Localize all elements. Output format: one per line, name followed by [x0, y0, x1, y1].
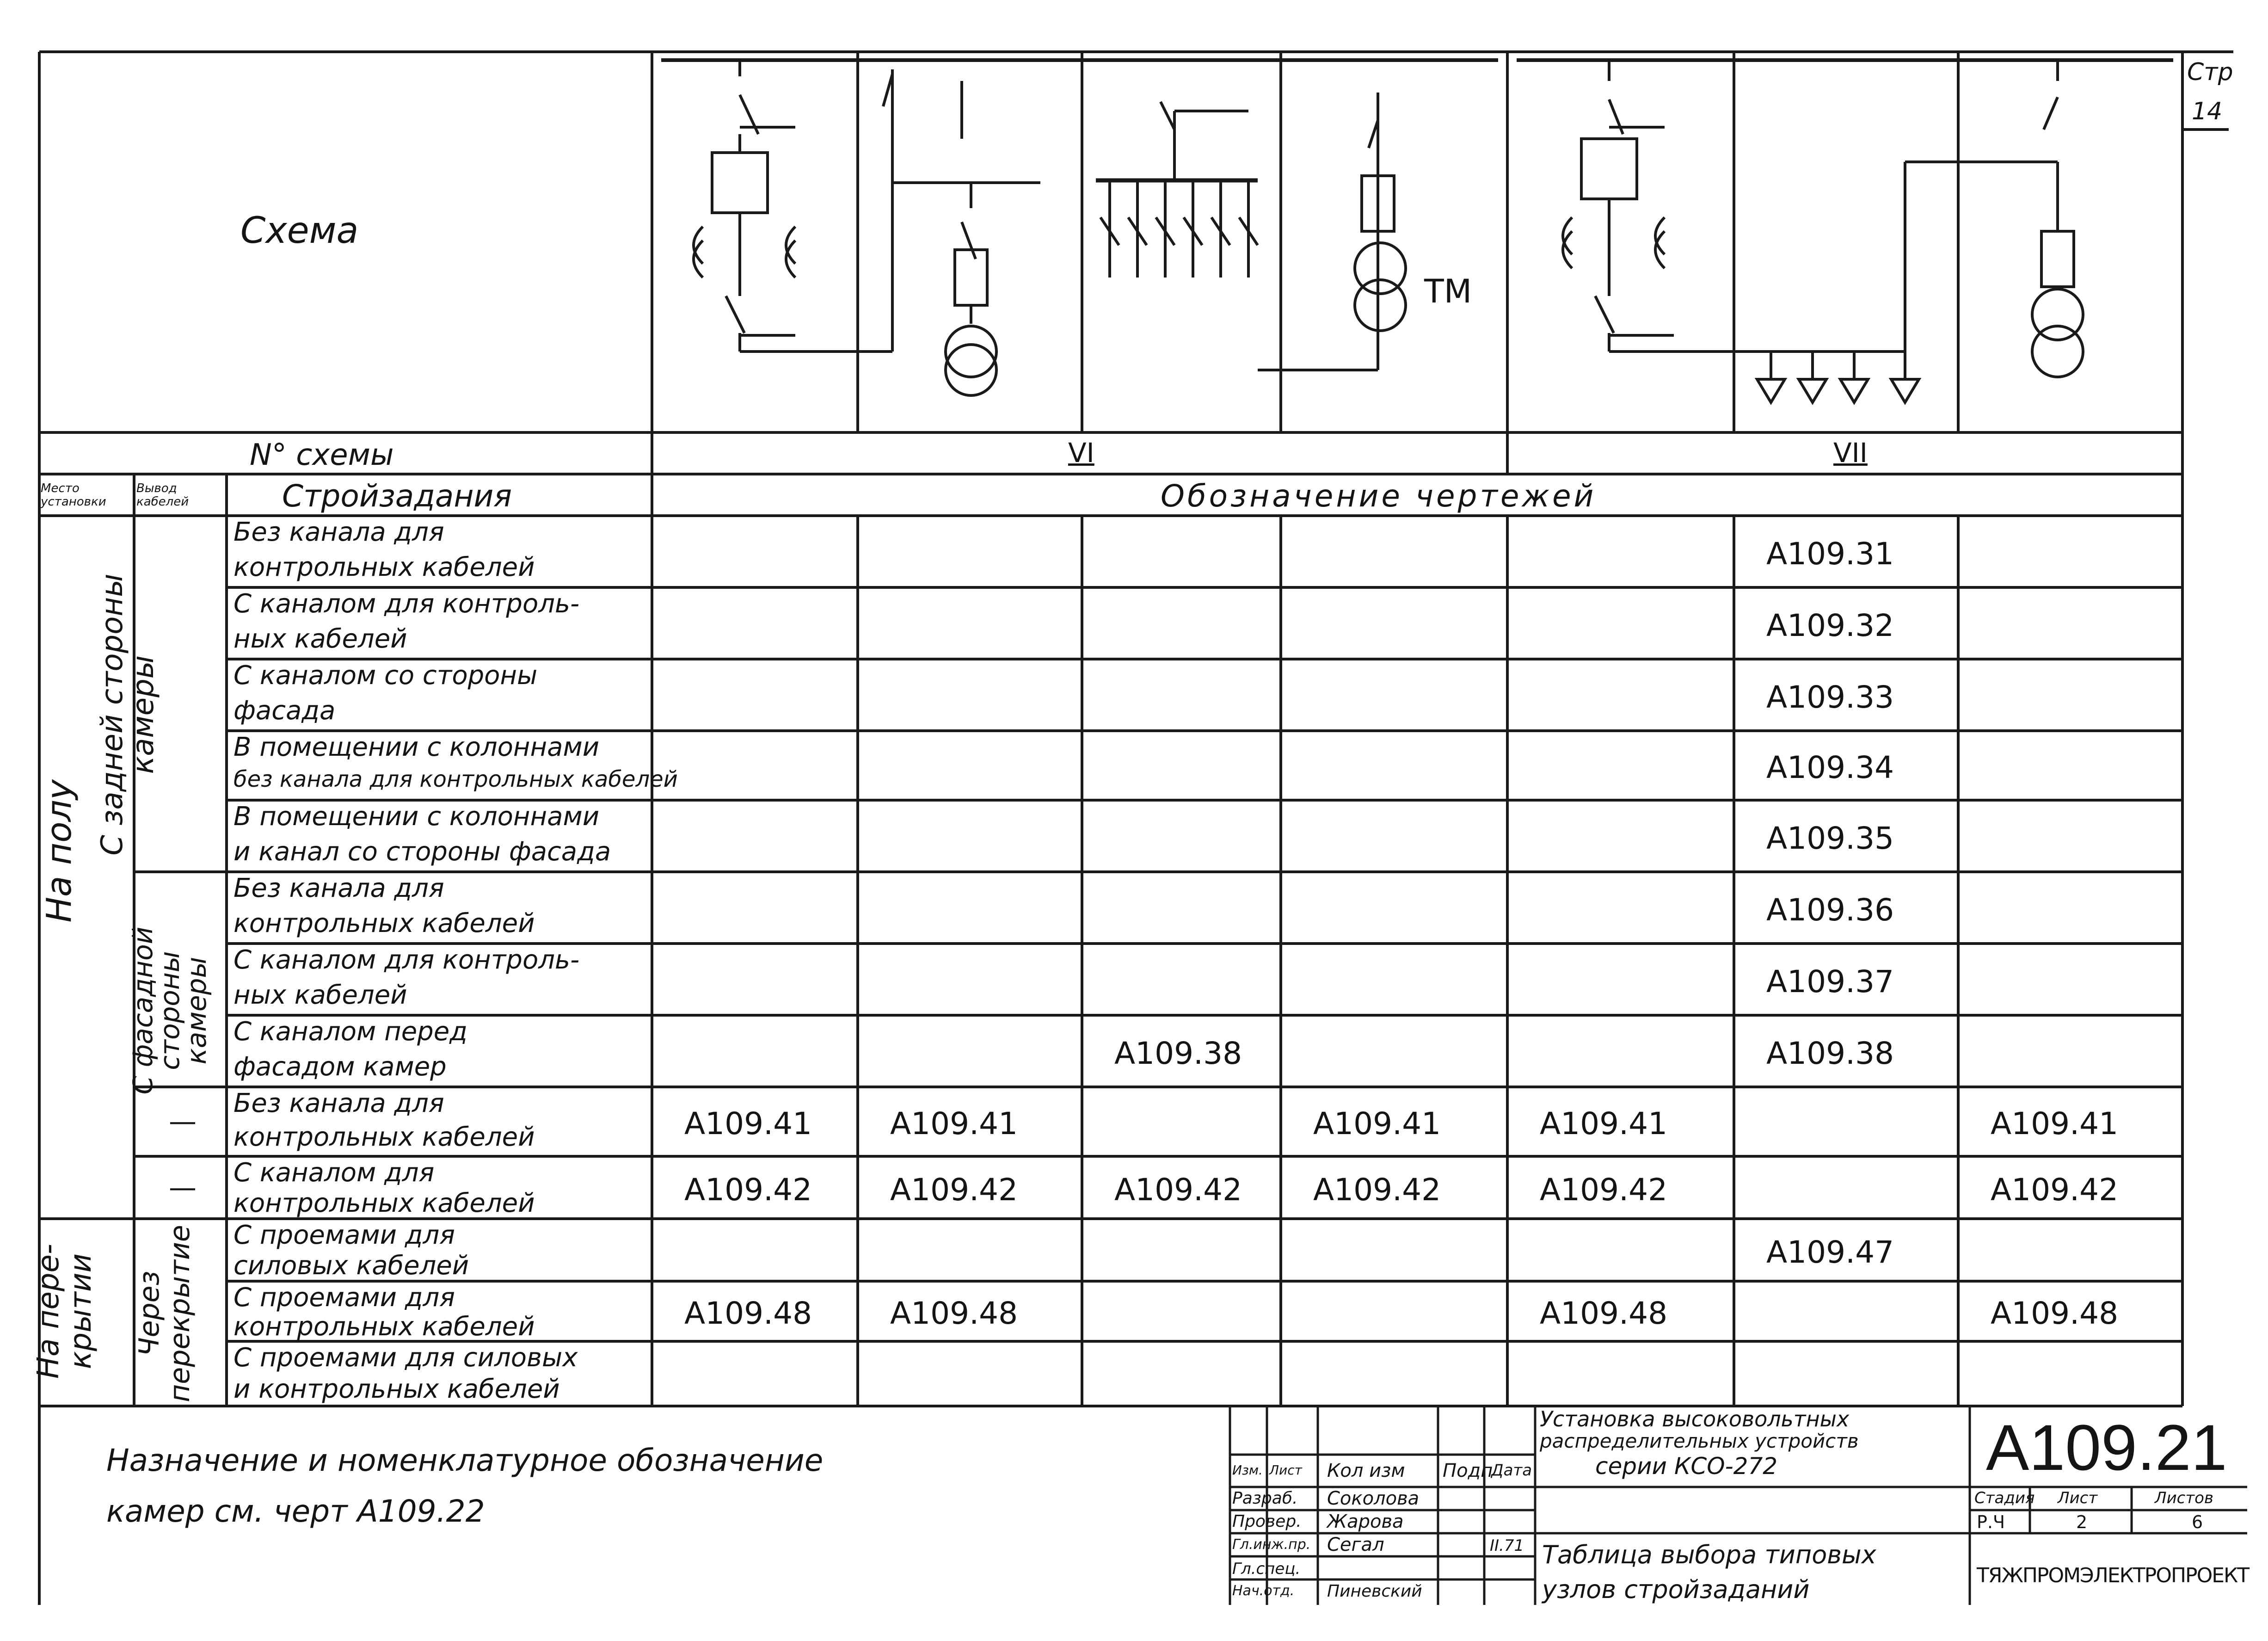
drawing-code-cell: А109.32 [1766, 607, 1894, 643]
tb-glinzh-name: Сегал [1327, 1534, 1384, 1555]
tm-label: ТМ [1424, 272, 1472, 310]
drawing-code-cell: А109.48 [1991, 1296, 2119, 1331]
tb-sheet-title-1: Таблица выбора типовых [1542, 1540, 1876, 1569]
drawing-code-cell: А109.48 [1540, 1296, 1668, 1331]
row-label-line-1: С каналом для [234, 1158, 435, 1188]
group-vii-label: VII [1833, 437, 1868, 469]
row-dash: — [169, 1171, 197, 1204]
drawing-code-cell: А109.42 [1991, 1172, 2119, 1208]
tb-col-list: Лист [1269, 1462, 1302, 1478]
tb-col-ndoc: Кол изм [1327, 1460, 1405, 1481]
row-label-line-1: Без канала для [234, 873, 444, 903]
tb-nach-role: Нач.отд. [1232, 1583, 1295, 1599]
schema-label: Схема [240, 210, 359, 252]
tb-glinzh-role: Гл.инж.пр. [1232, 1536, 1311, 1553]
page-label: Стр [2187, 58, 2233, 86]
row-label-line-1: С каналом со стороны [234, 660, 538, 691]
row-label-line-2: ных кабелей [234, 980, 407, 1010]
tb-project-title-2: распределительных устройств [1540, 1430, 1859, 1452]
tb-sheets-label: Листов [2155, 1489, 2214, 1507]
tb-col-podp: Подп [1443, 1460, 1493, 1481]
drawing-code-cell: А109.42 [684, 1172, 812, 1208]
group-back-side: С задней стороны камеры [95, 574, 161, 856]
group-cherez-perekrytie: Через перекрытие [133, 1225, 196, 1402]
row-label-line-2: контрольных кабелей [234, 1122, 535, 1152]
tb-sheets: 6 [2192, 1512, 2203, 1532]
group-vi-label: VI [1068, 437, 1094, 469]
tb-col-data: Дата [1491, 1461, 1532, 1480]
row-label-line-2: контрольных кабелей [234, 552, 535, 582]
row-label-line-2: фасада [234, 695, 336, 726]
row-label-line-1: С каналом для контроль- [234, 589, 580, 619]
cable-output-label: Вывод кабелей [136, 481, 189, 509]
note-line-2: камер см. черт А109.22 [106, 1493, 485, 1529]
row-label-line-1: С каналом для контроль- [234, 945, 580, 975]
drawing-code-cell: А109.41 [1540, 1106, 1668, 1141]
tb-stage: Р.Ч [1977, 1512, 2005, 1532]
tb-sheet-label: Лист [2058, 1489, 2098, 1507]
group-na-perekrytii: На пере- крытии [31, 1244, 98, 1379]
drawing-code-cell: А109.41 [1313, 1106, 1441, 1141]
row-label-line-2: фасадом камер [234, 1051, 447, 1082]
drawing-code-cell: А109.33 [1766, 679, 1894, 715]
group-front-side: С фасадной стороны камеры [127, 926, 212, 1095]
row-label-line-2: контрольных кабелей [234, 1188, 535, 1218]
row-label-line-1: В помещении с колоннами [234, 732, 600, 762]
tb-project-title-3: серии КСО-272 [1595, 1453, 1778, 1480]
row-label-line-1: С проемами для [234, 1283, 455, 1313]
row-label-line-1: С каналом перед [234, 1017, 467, 1047]
tb-project-title-1: Установка высоковольтных [1540, 1407, 1850, 1431]
tb-prover-name: Жарова [1327, 1511, 1404, 1532]
row-label-line-2: контрольных кабелей [234, 908, 535, 938]
schematic-diagrams [661, 60, 2173, 402]
tb-nach-name: Пиневский [1327, 1582, 1422, 1601]
tb-organization: ТЯЖПРОМЭЛЕКТРОПРОЕКТ [1977, 1564, 2249, 1587]
note-line-1: Назначение и номенклатурное обозначение [106, 1443, 824, 1478]
drawing-code-cell: А109.37 [1766, 963, 1894, 999]
row-label-line-2: силовых кабелей [234, 1250, 469, 1281]
drawing-code-cell: А109.42 [890, 1172, 1018, 1208]
tb-glspec-role: Гл.спец. [1232, 1560, 1301, 1578]
row-label-line-2: и контрольных кабелей [234, 1374, 560, 1404]
drawing-code-cell: А109.31 [1766, 536, 1894, 572]
tb-razrab-role: Разраб. [1232, 1489, 1298, 1508]
drawing-code-cell: А109.36 [1766, 892, 1894, 928]
page-number: 14 [2192, 98, 2223, 125]
drawing-code-cell: А109.42 [1114, 1172, 1242, 1208]
drawing-code-cell: А109.42 [1313, 1172, 1441, 1208]
tb-prover-role: Провер. [1232, 1512, 1302, 1531]
row-label-line-2: без канала для контрольных кабелей [234, 766, 678, 792]
tb-sheet: 2 [2076, 1512, 2088, 1532]
row-label-line-1: В помещении с колоннами [234, 802, 600, 832]
row-dash: — [169, 1105, 197, 1138]
tb-col-izm: Изм. [1232, 1462, 1263, 1478]
drawing-code-cell: А109.48 [890, 1296, 1018, 1331]
install-place-label: Место установки [41, 481, 106, 509]
tb-glinzh-date: II.71 [1490, 1536, 1524, 1555]
build-tasks-label: Стройзадания [282, 478, 512, 514]
drawing-code-cell: А109.41 [1991, 1106, 2119, 1141]
row-label-line-2: контрольных кабелей [234, 1312, 535, 1342]
tb-stage-label: Стадия [1974, 1489, 2035, 1507]
drawing-code-cell: А109.41 [684, 1106, 812, 1141]
row-label-line-1: С проемами для [234, 1220, 455, 1250]
tb-document-code: А109.21 [1986, 1411, 2227, 1484]
row-label-line-2: ных кабелей [234, 623, 407, 654]
drawing-code-cell: А109.41 [890, 1106, 1018, 1141]
drawing-code-cell: А109.38 [1766, 1035, 1894, 1071]
drawing-code-cell: А109.35 [1766, 820, 1894, 856]
row-label-line-2: и канал со стороны фасада [234, 836, 611, 867]
row-label-line-1: Без канала для [234, 1088, 444, 1118]
drawing-code-cell: А109.47 [1766, 1234, 1894, 1270]
row-label-line-1: Без канала для [234, 517, 444, 547]
drawing-code-cell: А109.34 [1766, 750, 1894, 785]
tb-sheet-title-2: узлов стройзаданий [1542, 1575, 1810, 1604]
drawing-code-cell: А109.38 [1114, 1035, 1242, 1071]
drawings-label: Обозначение чертежей [1161, 478, 1597, 514]
group-na-polu: На полу [39, 779, 79, 923]
drawing-code-cell: А109.48 [684, 1296, 812, 1331]
row-label-line-1: С проемами для силовых [234, 1343, 578, 1373]
scheme-number-label: N° схемы [250, 438, 394, 472]
tb-razrab-name: Соколова [1327, 1488, 1420, 1509]
drawing-code-cell: А109.42 [1540, 1172, 1668, 1208]
